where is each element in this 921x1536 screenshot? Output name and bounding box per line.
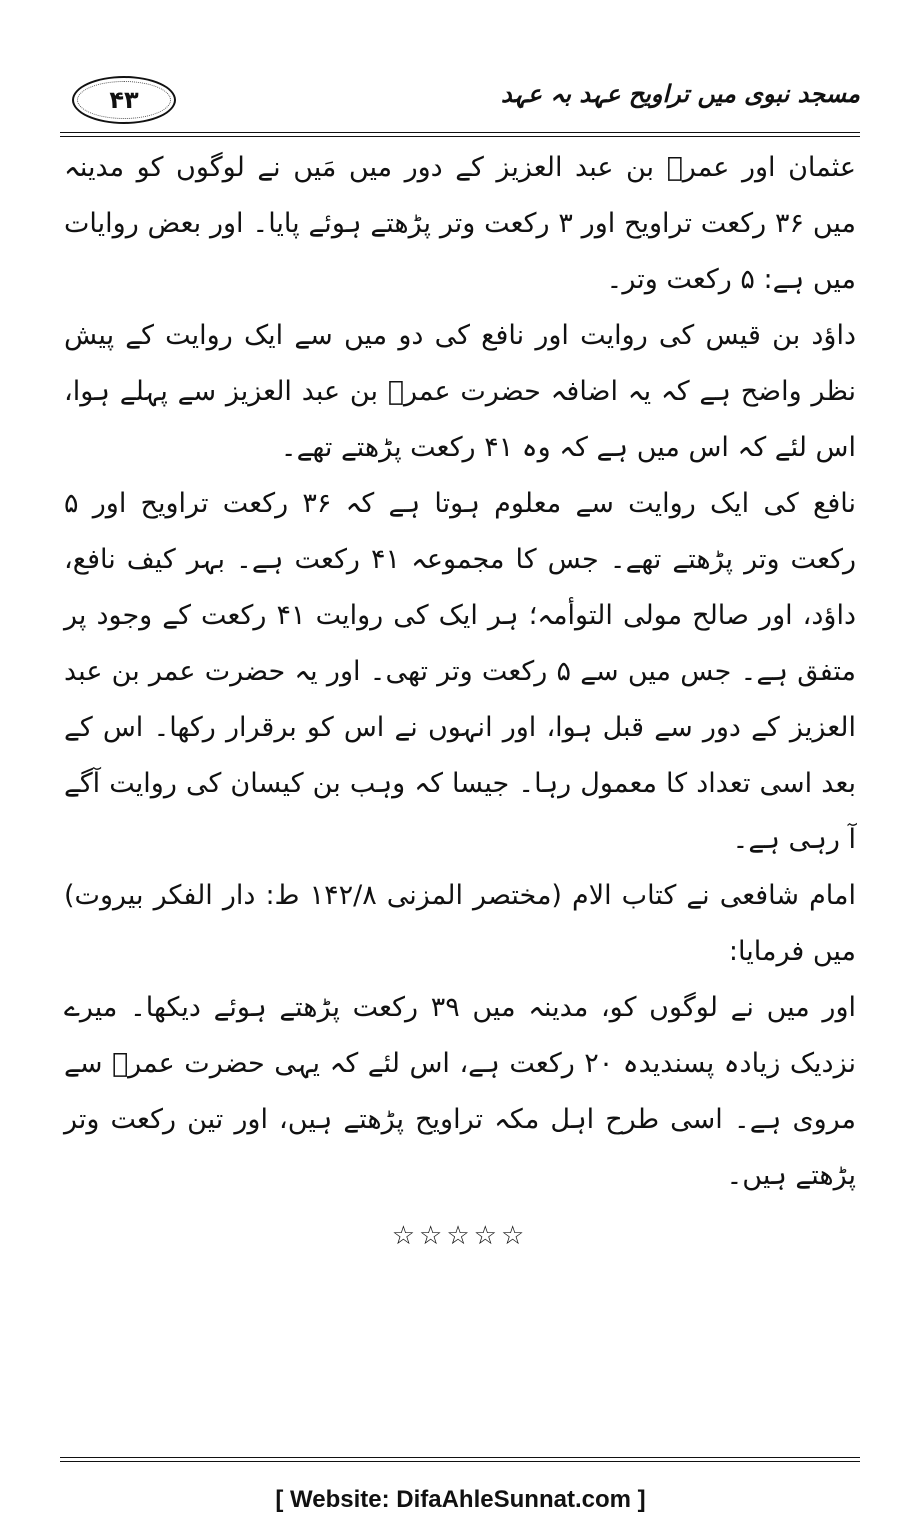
paragraph-5: اور میں نے لوگوں کو، مدینہ میں ۳۹ رکعت پڑھتے ہوئے دیکھا۔ میرے نزدیک زیادہ پسندیدہ ۲۰ رکعت ہے، اس لئے کہ یہی حضرت عمرؓ سے مروی ہے۔ اسی طرح اہل مکہ تراویح پڑھتے ہیں، اور تین رکعت وتر پڑھتے ہیں۔ xyxy=(64,992,856,1191)
website-footer: [ Website: DifaAhleSunnat.com ] xyxy=(275,1486,646,1513)
header-rule xyxy=(60,132,860,137)
paragraph-2: داؤد بن قیس کی روایت اور نافع کی دو میں سے ایک روایت کے پیش نظر واضح ہے کہ یہ اضافہ حضرت عمرؒ بن عبد العزیز سے پہلے ہوا، اس لئے کہ اس میں ہے کہ وہ ۴۱ رکعت پڑھتے تھے۔ xyxy=(64,320,856,463)
page-body xyxy=(64,140,856,1264)
paragraph-1: عثمان اور عمرؒ بن عبد العزیز کے دور میں مَیں نے لوگوں کو مدینہ میں ۳۶ رکعت تراویح اور ۳ رکعت وتر پڑھتے ہوئے پایا۔ اور بعض روایات میں ہے: ۵ رکعت وتر۔ xyxy=(64,152,857,295)
page-header xyxy=(60,58,860,128)
paragraph-4: امام شافعی نے کتاب الام (مختصر المزنی ۱۴۲/۸ ط: دار الفکر بیروت) میں فرمایا: xyxy=(64,880,856,967)
footer-rule xyxy=(60,1457,860,1462)
running-title: مسجد نبوی میں تراویح عہد بہ عہد xyxy=(500,80,860,108)
page-number-badge: ۴۳ xyxy=(72,76,176,124)
paragraph-3: نافع کی ایک روایت سے معلوم ہوتا ہے کہ ۳۶ رکعت تراویح اور ۵ رکعت وتر پڑھتے تھے۔ جس کا مجموعہ ۴۱ رکعت ہے۔ بہر کیف نافع، داؤد، اور صالح مولی التوأمہ؛ ہر ایک کی روایت ۴۱ رکعت کے وجود پر متفق ہے۔ جس میں سے ۵ رکعت وتر تھی۔ اور یہ حضرت عمر بن عبد العزیز کے دور سے قبل ہوا، اور انہوں نے اس کو برقرار رکھا۔ اس کے بعد اسی تعداد کا معمول رہا۔ جیسا کہ وہب بن کیسان کی روایت آگے آ رہی ہے۔ xyxy=(64,488,857,855)
star-divider: ☆☆☆☆☆ xyxy=(391,1221,529,1251)
